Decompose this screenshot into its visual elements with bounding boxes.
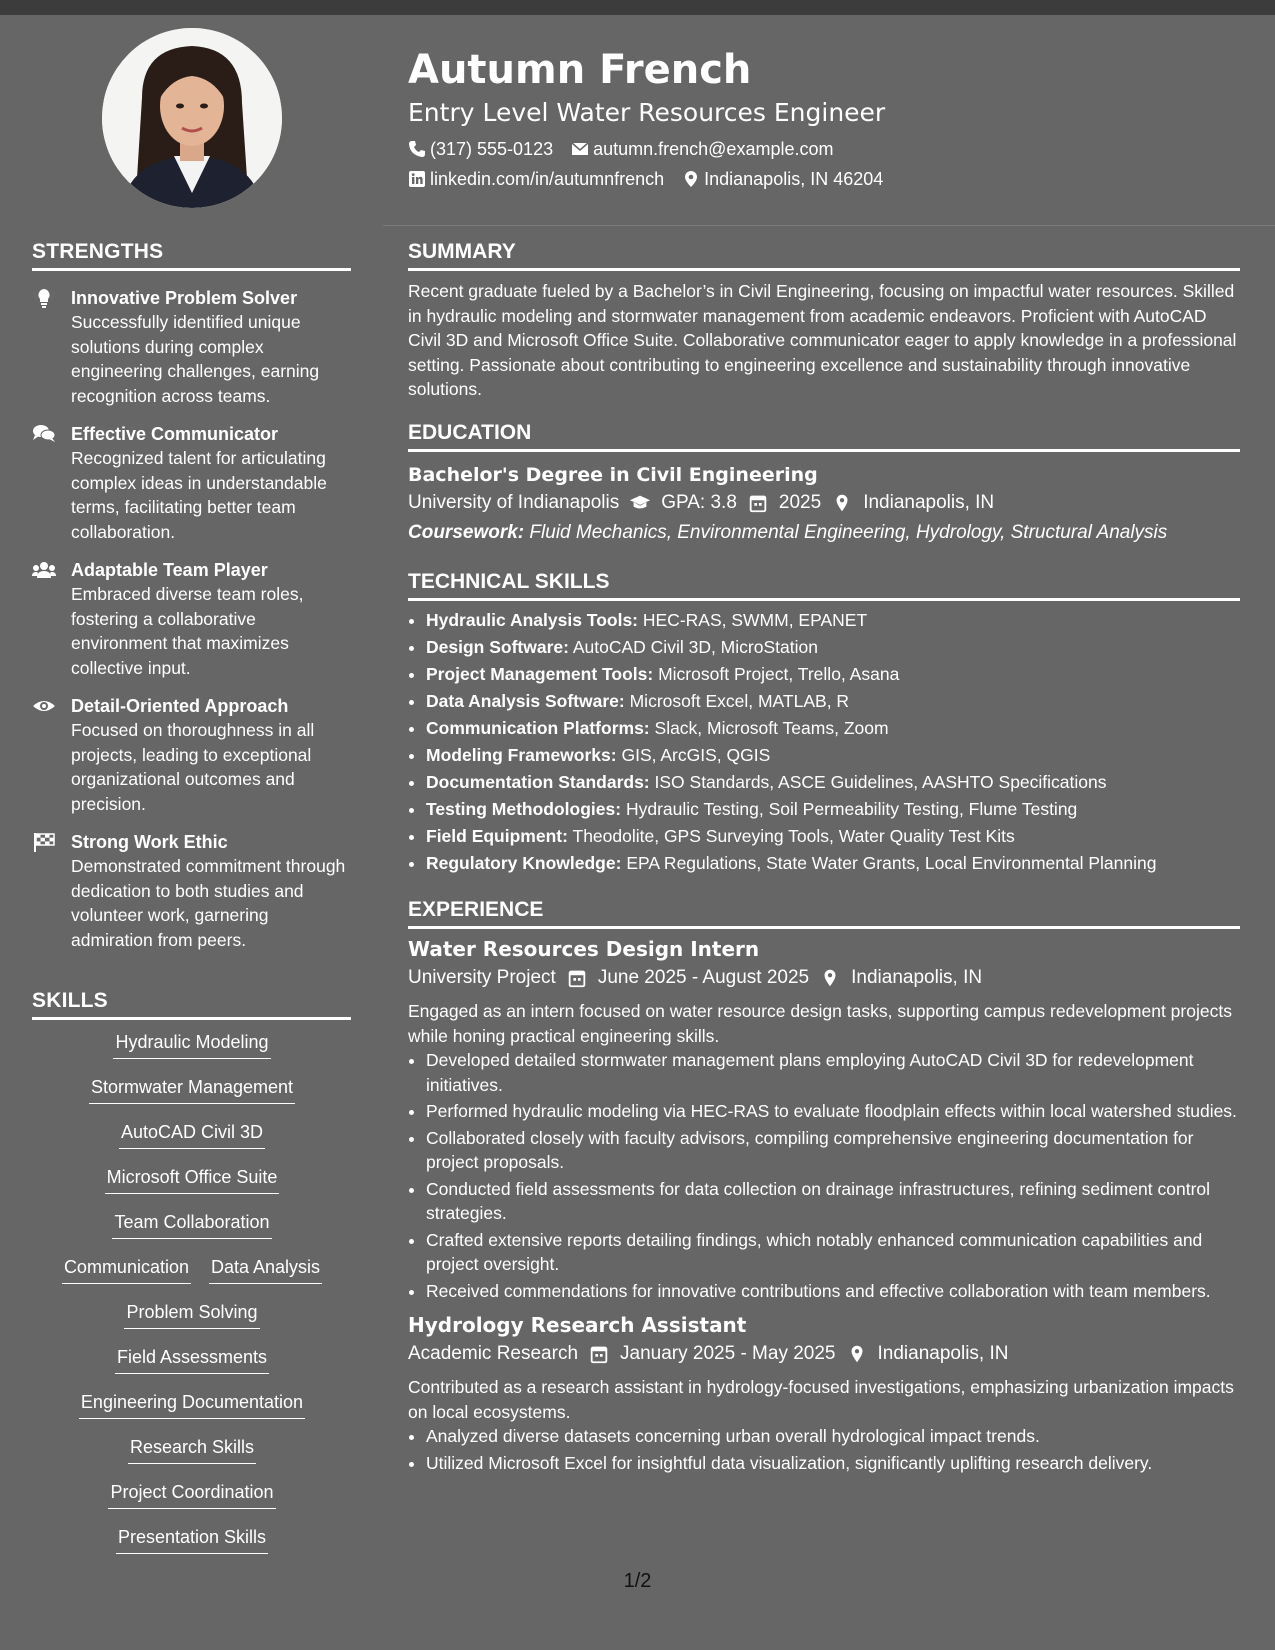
lightbulb-icon: [32, 288, 56, 308]
calendar-icon: [747, 493, 769, 513]
graduation-year: 2025: [778, 492, 822, 513]
skill-label: Field Equipment:: [426, 826, 568, 846]
strength-title: Innovative Problem Solver: [71, 288, 298, 308]
skill-tag: Stormwater Management: [89, 1075, 295, 1104]
job-org: Academic Research: [408, 1343, 579, 1364]
technical-skill-item: [426, 688, 1240, 715]
summary-heading: SUMMARY: [408, 240, 1240, 271]
job-bullet: • Collaborated closely with faculty advisors, compiling comprehensive engineering documentation for project proposals.: [426, 1126, 1240, 1175]
skill-tag: Hydraulic Modeling: [113, 1030, 270, 1059]
technical-skill-item: [426, 661, 1240, 688]
map-marker-icon: [682, 170, 700, 188]
education-heading: EDUCATION: [408, 421, 1240, 452]
coursework-text: Fluid Mechanics, Environmental Engineering, Hydrology, Structural Analysis: [529, 522, 1168, 543]
phone-text: (317) 555-0123: [430, 139, 554, 159]
skill-tag: Communication: [62, 1255, 191, 1284]
strength-desc: Focused on thoroughness in all projects, leading to exceptional organizational outcomes and precision.: [71, 720, 315, 814]
skill-tag: AutoCAD Civil 3D: [119, 1120, 265, 1149]
strength-item: [32, 422, 352, 544]
linkedin-link[interactable]: linkedin.com/in/autumnfrench: [430, 169, 665, 189]
users-icon: [32, 560, 56, 580]
job-bullets: [408, 1048, 1240, 1303]
job-location: Indianapolis, IN: [877, 1343, 1009, 1364]
summary-section: [408, 240, 1240, 402]
top-bar: [0, 0, 1275, 15]
job-description: Contributed as a research assistant in hydrology-focused investigations, emphasizing urbanization impacts on local ecosystems.: [408, 1377, 1234, 1422]
technical-skill-item: [426, 796, 1240, 823]
strengths-heading: STRENGTHS: [32, 240, 351, 271]
skill-label: Documentation Standards:: [426, 772, 650, 792]
graduation-cap-icon: [629, 493, 651, 513]
skill-tag: Problem Solving: [124, 1300, 259, 1329]
skill-tag: Team Collaboration: [112, 1210, 271, 1239]
job-title: Water Resources Design Intern: [408, 937, 760, 961]
strengths-list: [32, 286, 352, 966]
skill-value: HEC-RAS, SWMM, EPANET: [642, 610, 868, 630]
job-entry: [408, 935, 1240, 1303]
job-bullet: • Crafted extensive reports detailing findings, which notably enhanced communication capabilities and project oversight.: [426, 1228, 1240, 1277]
summary-text: Recent graduate fueled by a Bachelor’s in Civil Engineering, focusing on impactful water resources. Skilled in hydraulic modeling and stormwater management from academic endeavors. Proficient with AutoCAD Civil 3D and Microsoft Office Suite. Collaborative communicator eager to apply knowledge in a professional setting. Passionate about contributing to engineering excellence and sustainability through innovative solutions.: [408, 281, 1237, 399]
job-bullet: • Conducted field assessments for data collection on drainage infrastructures, refining sediment control strategies.: [426, 1177, 1240, 1226]
strength-title: Effective Communicator: [71, 424, 279, 444]
strength-title: Strong Work Ethic: [71, 832, 228, 852]
candidate-title: Entry Level Water Resources Engineer: [408, 98, 886, 127]
strength-item: [32, 558, 352, 680]
phone-contact: [408, 134, 553, 164]
education-section: [408, 421, 1240, 548]
job-entry: [408, 1311, 1240, 1475]
job-dates: June 2025 - August 2025: [597, 967, 810, 988]
skill-label: Hydraulic Analysis Tools:: [426, 610, 638, 630]
skills-list: [32, 1030, 352, 1570]
skill-label: Communication Platforms:: [426, 718, 650, 738]
school-location: Indianapolis, IN: [863, 492, 995, 513]
degree-title: Bachelor's Degree in Civil Engineering: [408, 464, 818, 486]
experience-section: [408, 898, 1240, 1477]
job-bullet: • Performed hydraulic modeling via HEC-RAS to evaluate floodplain effects within local watershed studies.: [426, 1099, 1240, 1124]
strength-item: [32, 286, 352, 408]
gpa-text: GPA: 3.8: [661, 492, 737, 513]
skill-label: Data Analysis Software:: [426, 691, 625, 711]
skill-value: Hydraulic Testing, Soil Permeability Testing, Flume Testing: [625, 799, 1078, 819]
location-text: Indianapolis, IN 46204: [704, 169, 884, 189]
strength-desc: Recognized talent for articulating complex ideas in understandable terms, facilitating better team collaboration.: [71, 448, 327, 542]
school-name: University of Indianapolis: [408, 492, 620, 513]
candidate-name: Autumn French: [408, 47, 752, 93]
skill-value: Microsoft Project, Trello, Asana: [658, 664, 900, 684]
technical-skill-item: [426, 850, 1240, 877]
envelope-icon: [571, 140, 589, 158]
phone-icon: [408, 140, 426, 158]
technical-skill-item: [426, 715, 1240, 742]
eye-icon: [32, 696, 56, 716]
skill-label: Design Software:: [426, 637, 569, 657]
map-marker-icon: [846, 1344, 868, 1364]
calendar-icon: [566, 968, 588, 988]
resume-header: [408, 42, 1248, 194]
technical-skill-item: [426, 823, 1240, 850]
skill-label: Testing Methodologies:: [426, 799, 622, 819]
job-bullet: • Analyzed diverse datasets concerning urban overall hydrological impact trends.: [426, 1424, 1240, 1449]
linkedin-icon: [408, 170, 426, 188]
header-divider: [383, 225, 1275, 226]
skill-value: Microsoft Excel, MATLAB, R: [629, 691, 850, 711]
map-marker-icon: [831, 493, 853, 513]
calendar-icon: [588, 1344, 610, 1364]
technical-skill-item: [426, 607, 1240, 634]
email-link[interactable]: autumn.french@example.com: [593, 139, 834, 159]
strength-item: [32, 694, 352, 816]
skill-value: Slack, Microsoft Teams, Zoom: [654, 718, 889, 738]
skill-tag: Engineering Documentation: [79, 1390, 305, 1419]
location-contact: [682, 164, 883, 194]
job-meta: [408, 1339, 1240, 1369]
technical-skill-item: [426, 634, 1240, 661]
page-number: 1/2: [623, 1570, 652, 1592]
technical-skills-section: [408, 570, 1240, 877]
technical-skill-item: [426, 742, 1240, 769]
job-org: University Project: [408, 967, 556, 988]
skill-value: EPA Regulations, State Water Grants, Local Environmental Planning: [626, 853, 1157, 873]
technical-skills-heading: TECHNICAL SKILLS: [408, 570, 1240, 601]
job-description: Engaged as an intern focused on water resource design tasks, supporting campus redevelopment projects while honing practical engineering skills.: [408, 1001, 1232, 1046]
flag-checkered-icon: [32, 832, 56, 852]
contact-row: [408, 134, 1248, 164]
job-meta: [408, 963, 1240, 993]
skill-label: Regulatory Knowledge:: [426, 853, 622, 873]
skill-tag: Research Skills: [128, 1435, 256, 1464]
contact-row: [408, 164, 1248, 194]
coursework-line: [408, 518, 1240, 548]
job-bullet: • Received commendations for innovative contributions and effective collaboration with team members.: [426, 1279, 1240, 1304]
comments-icon: [32, 424, 56, 444]
experience-heading: EXPERIENCE: [408, 898, 1240, 929]
skill-value: GIS, ArcGIS, QGIS: [621, 745, 771, 765]
strength-desc: Successfully identified unique solutions during complex engineering challenges, earning recognition across teams.: [71, 312, 320, 406]
technical-skills-list: [408, 607, 1240, 877]
job-location: Indianapolis, IN: [851, 967, 983, 988]
job-title: Hydrology Research Assistant: [408, 1313, 747, 1337]
skill-value: Theodolite, GPS Surveying Tools, Water Quality Test Kits: [572, 826, 1015, 846]
skill-value: ISO Standards, ASCE Guidelines, AASHTO Specifications: [654, 772, 1107, 792]
skill-tag: Field Assessments: [115, 1345, 269, 1374]
technical-skill-item: [426, 769, 1240, 796]
skill-tag: Presentation Skills: [116, 1525, 268, 1554]
strength-item: [32, 830, 352, 952]
strength-title: Adaptable Team Player: [71, 560, 268, 580]
email-contact[interactable]: [571, 134, 833, 164]
skill-label: Project Management Tools:: [426, 664, 654, 684]
strength-title: Detail-Oriented Approach: [71, 696, 289, 716]
job-dates: January 2025 - May 2025: [620, 1343, 836, 1364]
skill-tag: Data Analysis: [209, 1255, 322, 1284]
skill-value: AutoCAD Civil 3D, MicroStation: [572, 637, 818, 657]
profile-photo: [102, 28, 282, 208]
coursework-label: Coursework:: [408, 522, 525, 543]
map-marker-icon: [819, 968, 841, 988]
skill-tag: Project Coordination: [108, 1480, 275, 1509]
strength-desc: Demonstrated commitment through dedication to both studies and volunteer work, garnering admiration from peers.: [71, 856, 346, 950]
linkedin-contact[interactable]: [408, 164, 664, 194]
skill-label: Modeling Frameworks:: [426, 745, 617, 765]
job-bullet: • Utilized Microsoft Excel for insightful data visualization, significantly uplifting research delivery.: [426, 1451, 1240, 1476]
job-bullets: [408, 1424, 1240, 1475]
job-bullet: • Developed detailed stormwater management plans employing AutoCAD Civil 3D for redevelopment initiatives.: [426, 1048, 1240, 1097]
skill-tag: Microsoft Office Suite: [105, 1165, 280, 1194]
strength-desc: Embraced diverse team roles, fostering a collaborative environment that maximizes collective input.: [71, 584, 304, 678]
education-meta: [408, 488, 1240, 518]
skills-heading: SKILLS: [32, 989, 351, 1020]
